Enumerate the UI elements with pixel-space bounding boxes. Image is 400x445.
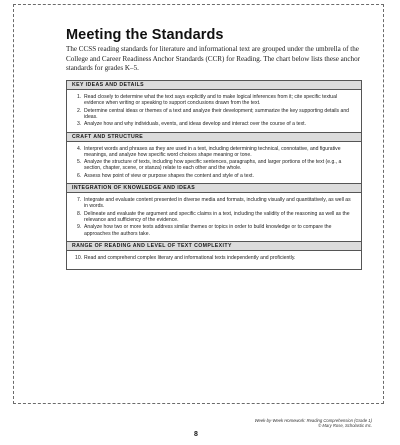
standard-text: Determine central ideas or themes of a text and analyze their development; summarize the key supporting details and ideas. [84,107,350,120]
section-header-range-of-reading: RANGE OF READING AND LEVEL OF TEXT COMPLEXITY [67,242,361,251]
standard-text: Analyze how two or more texts address similar themes or topics in order to build knowledge or to compare the approaches the authors take. [84,224,332,237]
copyright-line: © Mary Rose, Scholastic Inc. [318,423,372,429]
standard-item [77,146,355,158]
standard-item [77,173,355,179]
standard-number: 3. [77,121,82,128]
standard-number: 6. [77,172,82,179]
standard-item [77,224,355,236]
section-header-integration: INTEGRATION OF KNOWLEDGE AND IDEAS [67,184,361,193]
section-items-integration [67,193,361,242]
standard-item [77,255,355,261]
section-header-key-ideas: KEY IDEAS AND DETAILS [67,81,361,90]
standard-number: 5. [77,159,82,166]
standard-number: 8. [77,210,82,217]
page-number: 8 [194,431,198,438]
standard-text: Interpret words and phrases as they are used in a text, including determining technical, connotative, and figurative meanings, and analyze how specific word choices shape meaning or tone. [84,145,341,158]
section-items-key-ideas [67,90,361,133]
standards-chart [66,80,362,270]
standard-number: 10. [75,255,83,262]
section-header-craft-structure: CRAFT AND STRUCTURE [67,133,361,142]
standard-number: 4. [77,145,82,152]
standard-number: 2. [77,107,82,114]
standard-number: 7. [77,197,82,204]
page-title: Meeting the Standards [66,27,224,43]
standard-text: Analyze the structure of texts, including how specific sentences, paragraphs, and larger portions of the text (e.g., a section, chapter, scene, or stanza) relate to each other and the whole. [84,159,342,172]
standard-text: Delineate and evaluate the argument and specific claims in a text, including the validity of the reasoning as well as the relevance and sufficiency of the evidence. [84,210,350,223]
standard-item [77,211,355,223]
section-items-range-of-reading [67,251,361,268]
standard-item [77,108,355,120]
standard-number: 9. [77,224,82,231]
intro-paragraph: The CCSS reading standards for literature and informational text are grouped under the umbrella of the College and Career Readiness Anchor Standards (CCR) for Reading. The chart below lists these anchor standards for grades K–5. [66,45,360,73]
credit-line: Week-by-Week Homework: Reading Comprehension (Grade 1) [254,418,372,423]
standard-text: Assess how point of view or purpose shapes the content and style of a text. [84,172,254,179]
standard-item [77,121,355,127]
standard-text: Read closely to determine what the text says explicitly and to make logical inferences from it; cite specific textual evidence when writing or speaking to support conclusions drawn from the text. [84,94,338,107]
section-items-craft-structure [67,142,361,185]
footer-credit [255,418,372,429]
standard-text: Read and comprehend complex literary and informational texts independently and proficiently. [84,255,296,262]
standard-number: 1. [77,94,82,100]
standard-item [77,159,355,171]
standard-item [77,94,355,106]
standard-text: Analyze how and why individuals, events, and ideas develop and interact over the course of a text. [84,121,306,128]
standard-text: Integrate and evaluate content presented in diverse media and formats, including visually and quantitatively, as well as in words. [84,197,351,210]
standard-item [77,197,355,209]
